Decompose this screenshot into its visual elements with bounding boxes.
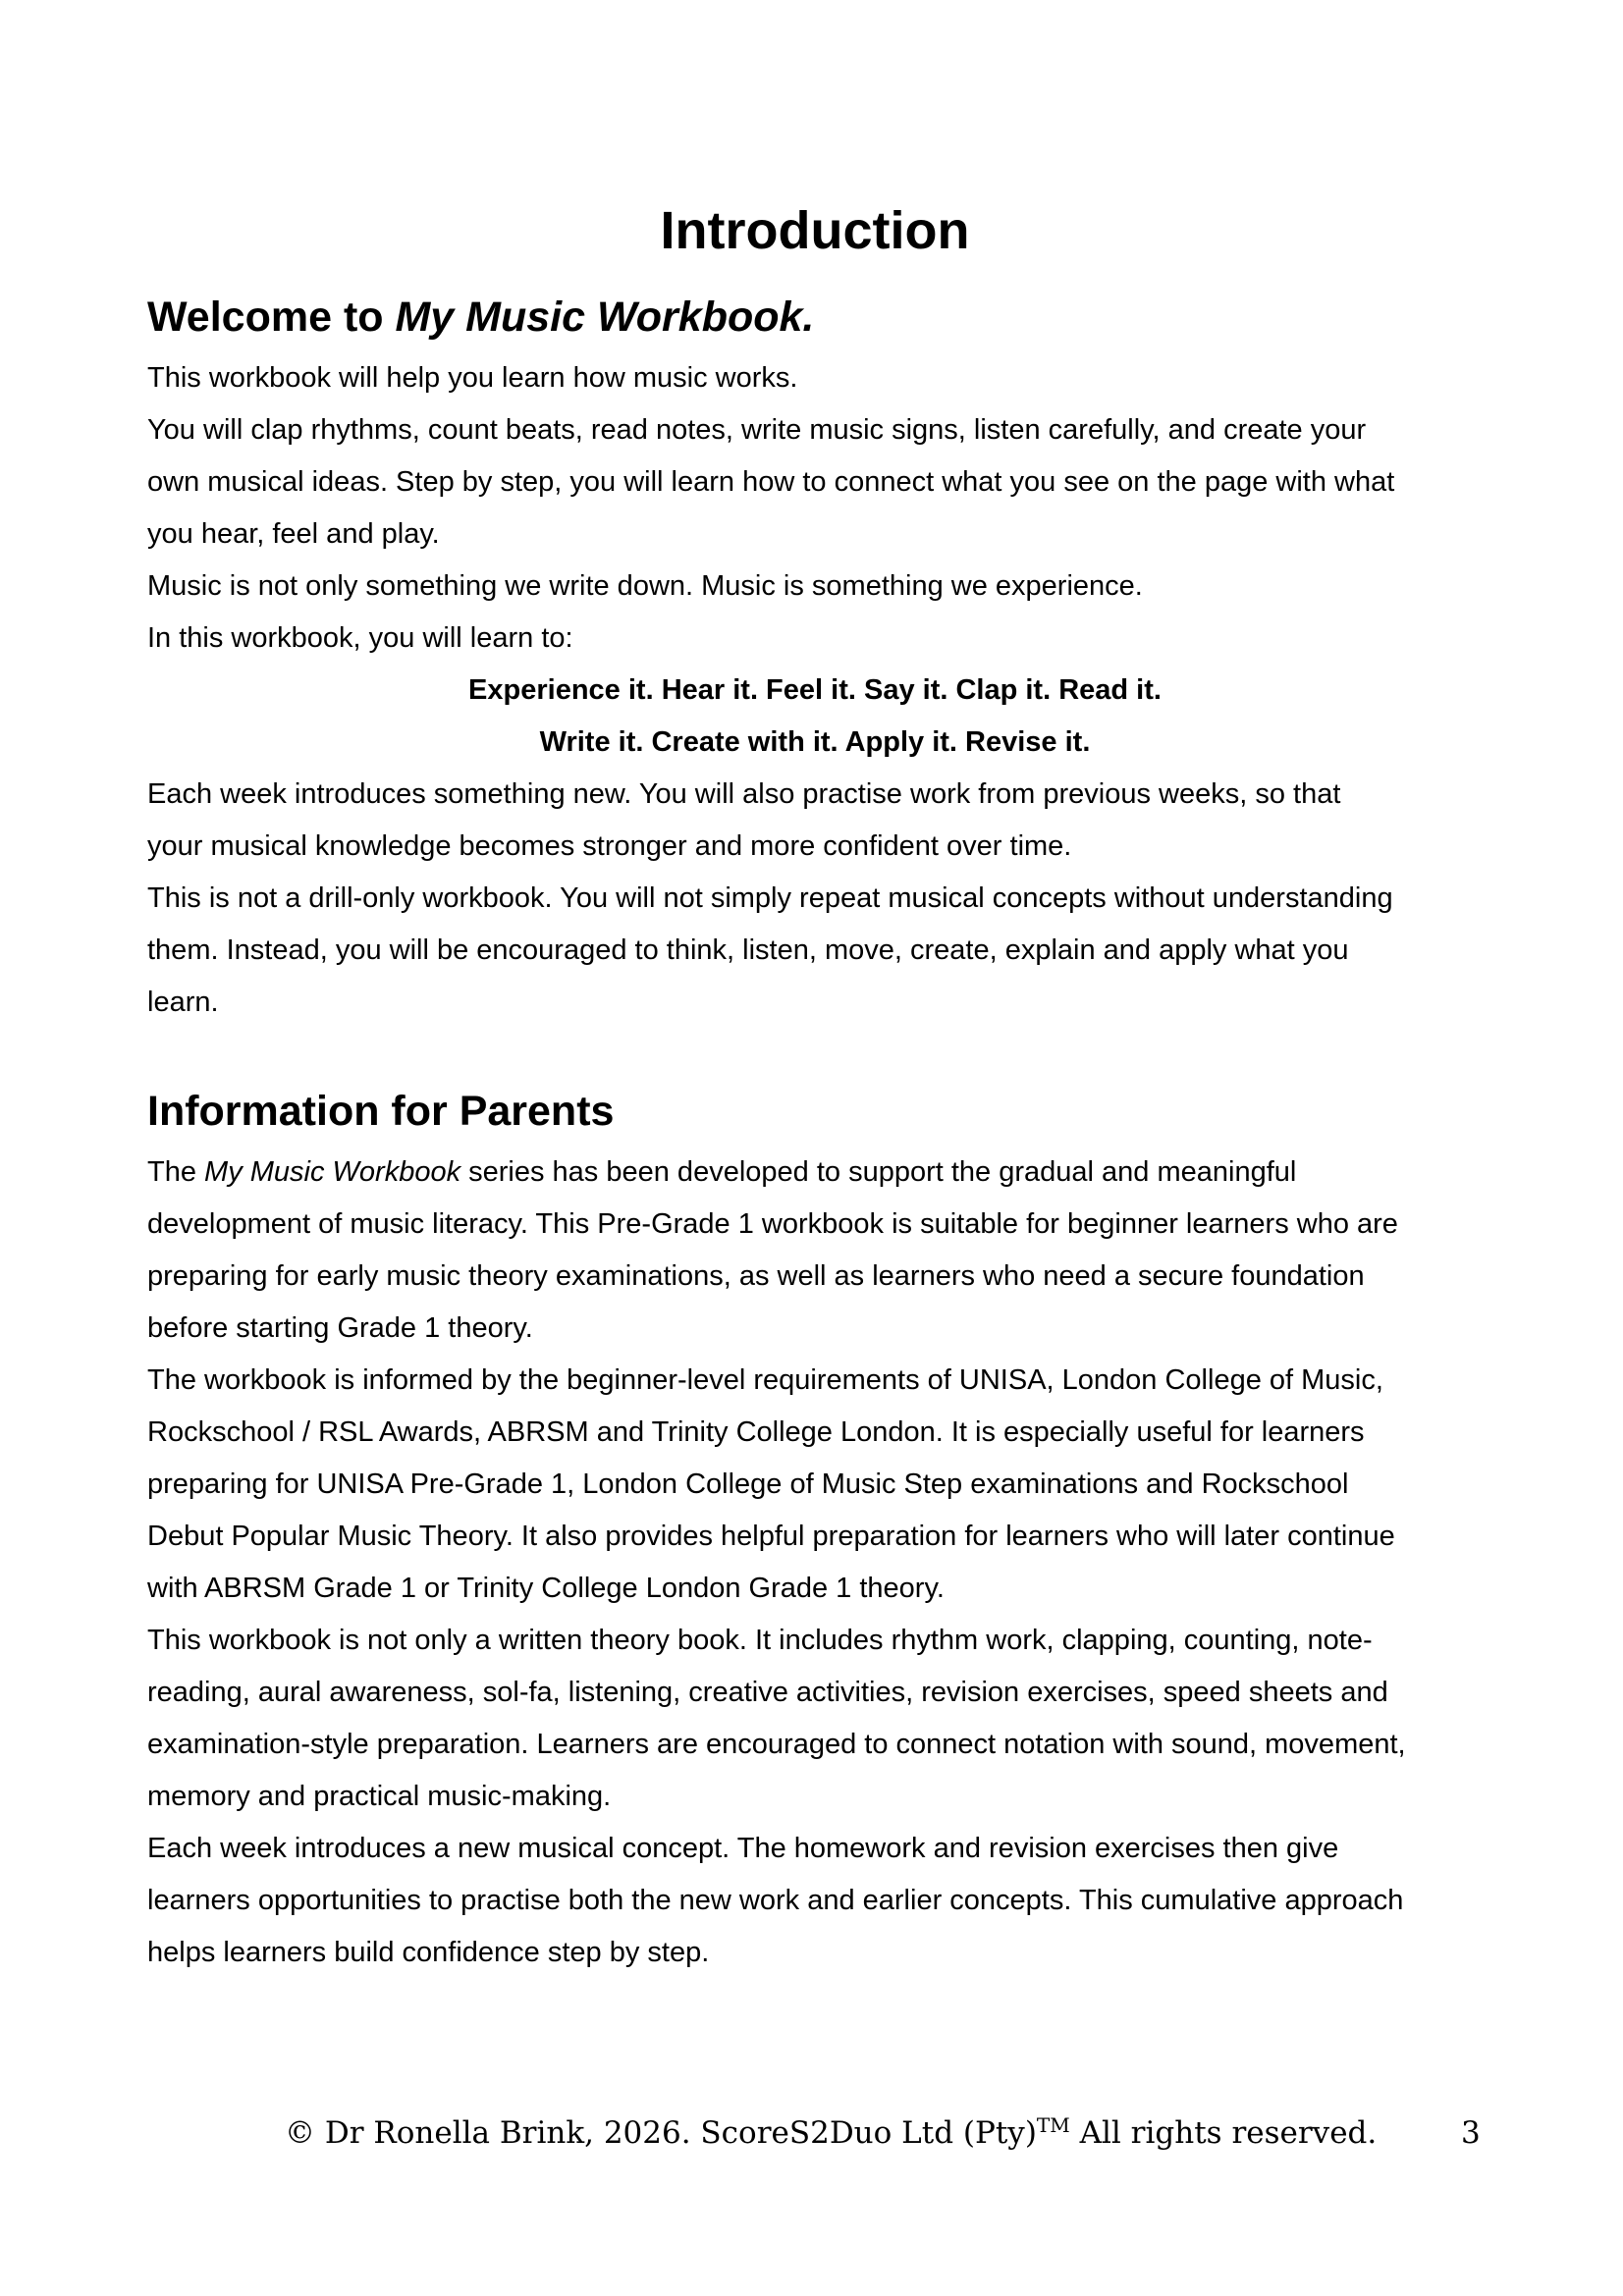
welcome-line: your musical knowledge becomes stronger and more confident over time. [147,830,1072,862]
rights-reserved-text: All rights reserved. [1069,2115,1378,2151]
welcome-line: Music is not only something we write down. Music is something we experience. [147,570,1143,602]
parents-line: Each week introduces a new musical concept. The homework and revision exercises then give [147,1833,1339,1864]
welcome-line: you hear, feel and play. [147,518,440,550]
copyright-text: © Dr Ronella Brink, 2026. ScoreS2Duo Ltd (Pty) [285,2115,1037,2151]
welcome-line: You will clap rhythms, count beats, read notes, write music signs, listen carefully, and create your [147,414,1367,446]
welcome-heading-text: Welcome to [147,294,396,341]
learning-motto-line: Experience it. Hear it. Feel it. Say it. Clap it. Read it. [468,674,1162,706]
parents-line-lead: The [147,1156,205,1188]
parents-line: memory and practical music-making. [147,1781,612,1812]
page-title: Introduction [660,201,970,260]
parents-line: development of music literacy. This Pre-Grade 1 workbook is suitable for beginner learners who are [147,1208,1398,1240]
welcome-line: own musical ideas. Step by step, you will learn how to connect what you see on the page with what [147,466,1395,498]
page-number: 3 [1461,2115,1481,2151]
welcome-line: Each week introduces something new. You will also practise work from previous weeks, so that [147,778,1341,810]
parents-line: learners opportunities to practise both the new work and earlier concepts. This cumulative approach [147,1885,1404,1916]
parents-line: preparing for UNISA Pre-Grade 1, London College of Music Step examinations and Rockschool [147,1468,1349,1500]
welcome-line: This workbook will help you learn how music works. [147,362,798,394]
welcome-line: This is not a drill-only workbook. You will not simply repeat musical concepts without understanding [147,882,1393,914]
parents-line: This workbook is not only a written theory book. It includes rhythm work, clapping, counting, note- [147,1625,1373,1656]
parents-line [147,1147,1483,1199]
parents-line: helps learners build confidence step by step. [147,1937,710,1968]
welcome-body [147,352,1483,1029]
learning-motto-line: Write it. Create with it. Apply it. Revise it. [539,726,1091,758]
welcome-line: them. Instead, you will be encouraged to think, listen, move, create, explain and apply what you [147,934,1349,966]
parents-body [147,1147,1483,1979]
parents-line-rest: series has been developed to support the gradual and meaningful [460,1156,1297,1188]
welcome-heading-book-title: My Music Workbook. [395,294,815,341]
parents-line: Rockschool / RSL Awards, ABRSM and Trinity College London. It is especially useful for learners [147,1416,1365,1448]
trademark-mark: TM [1036,2113,1070,2137]
parents-line: before starting Grade 1 theory. [147,1312,533,1344]
parents-line: reading, aural awareness, sol-fa, listening, creative activities, revision exercises, speed sheets and [147,1677,1388,1708]
copyright-notice [285,2109,1377,2158]
parents-line: Debut Popular Music Theory. It also provides helpful preparation for learners who will later continue [147,1521,1395,1552]
page-footer [0,2109,1623,2158]
parents-heading: Information for Parents [147,1088,615,1135]
parents-line: preparing for early music theory examinations, as well as learners who need a secure foundation [147,1260,1365,1292]
parents-line: The workbook is informed by the beginner-level requirements of UNISA, London College of Music, [147,1364,1383,1396]
parents-line: with ABRSM Grade 1 or Trinity College London Grade 1 theory. [147,1573,945,1604]
welcome-heading [147,288,1483,347]
page-content [147,196,1483,1979]
parents-book-title: My Music Workbook [204,1156,461,1188]
welcome-line: In this workbook, you will learn to: [147,622,573,654]
parents-line: examination-style preparation. Learners are encouraged to connect notation with sound, movement, [147,1729,1406,1760]
welcome-line: learn. [147,987,219,1018]
